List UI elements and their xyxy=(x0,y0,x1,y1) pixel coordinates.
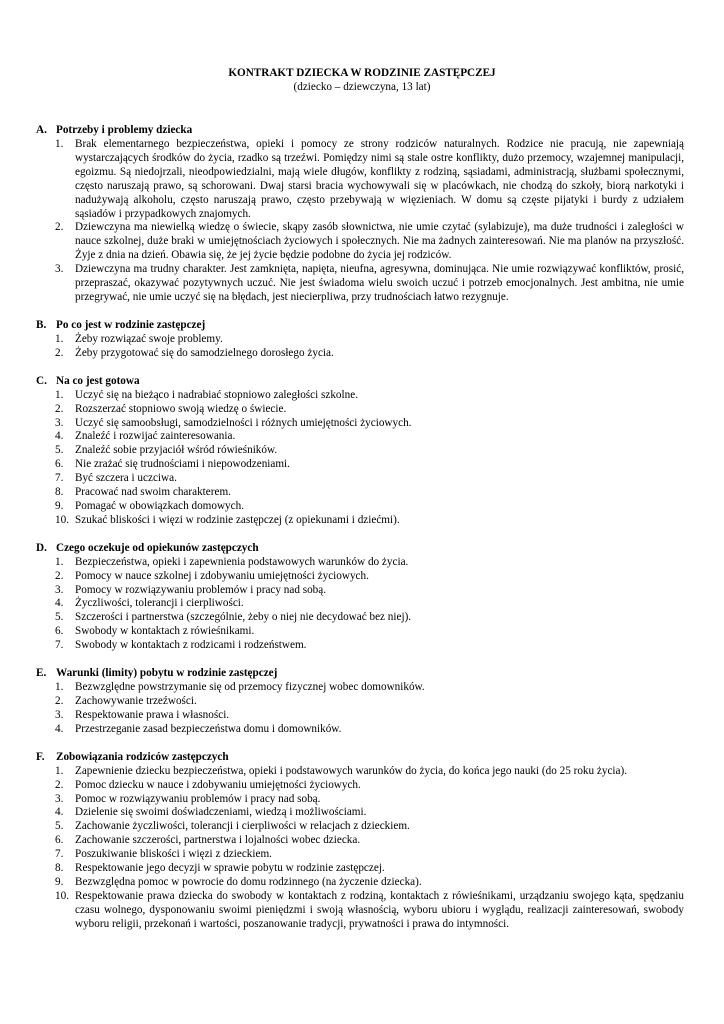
list-item xyxy=(36,403,684,417)
list-item xyxy=(36,570,684,584)
list-item-number: 1. xyxy=(55,332,64,345)
list-item-number: 6. xyxy=(55,625,64,638)
list-item-text: Pomoc w rozwiązywaniu problemów i pracy nad sobą. xyxy=(75,792,321,805)
list-item-number: 4. xyxy=(55,430,64,443)
list-item-number: 1. xyxy=(55,388,64,401)
list-item xyxy=(36,681,684,695)
list-item xyxy=(36,806,684,820)
section-title: Na co jest gotowa xyxy=(56,374,140,387)
list-item-number: 7. xyxy=(55,848,64,861)
list-item xyxy=(36,862,684,876)
section-heading xyxy=(36,319,684,333)
list-item-number: 1. xyxy=(55,138,64,150)
list-item xyxy=(36,834,684,848)
list-item xyxy=(36,848,684,862)
list-item-number: 10. xyxy=(55,889,69,902)
list-item-number: 2. xyxy=(55,346,64,359)
section-heading xyxy=(36,667,684,681)
list-item xyxy=(36,514,684,528)
section-list xyxy=(36,389,684,528)
list-item xyxy=(36,430,684,444)
section-d xyxy=(36,542,684,653)
list-item-text: Poszukiwanie bliskości i więzi z dzieckiem. xyxy=(75,848,272,861)
list-item-text: Znaleźć sobie przyjaciół wśród rówieśników. xyxy=(75,444,278,457)
list-item-text: Pomocy w rozwiązywaniu problemów i pracy nad sobą. xyxy=(75,583,327,596)
section-title: Potrzeby i problemy dziecka xyxy=(56,124,193,136)
list-item-number: 9. xyxy=(55,499,64,512)
list-item xyxy=(36,793,684,807)
list-item-number: 3. xyxy=(55,792,64,805)
list-item xyxy=(36,500,684,514)
list-item-text: Swobody w kontaktach z rówieśnikami. xyxy=(75,625,255,638)
list-item xyxy=(36,695,684,709)
list-item-text: Życzliwości, tolerancji i cierpliwości. xyxy=(75,597,244,610)
section-b xyxy=(36,319,684,361)
list-item-text: Dzielenie się swoimi doświadczeniami, wiedzą i możliwościami. xyxy=(75,806,367,819)
section-heading xyxy=(36,375,684,389)
list-item xyxy=(36,779,684,793)
list-item-number: 2. xyxy=(55,778,64,791)
list-item-text: Dziewczyna ma niewielką wiedzę o świecie, skąpy zasób słownictwa, nie umie czytać (sylabizuje), ma duże trudności i zaległości w nauce szkolnej, duże braki w umiejętnościach życiowych i społecznych. Nie ma żadnych zainteresowań. Nie ma planów na przyszłość. Żyje z dnia na dzień. Obawia się, że jej życie będzie podobne do życia jej rodziców. xyxy=(75,221,684,262)
section-title: Po co jest w rodzinie zastępczej xyxy=(56,318,206,331)
document-body xyxy=(36,124,684,946)
list-item-text: Szukać bliskości i więzi w rodzinie zastępczej (z opiekunami i dziećmi). xyxy=(75,513,400,526)
list-item-text: Zachowanie życzliwości, tolerancji i cierpliwości w relacjach z dzieckiem. xyxy=(75,820,410,833)
list-item xyxy=(36,138,684,221)
list-item-text: Swobody w kontaktach z rodzicami i rodzeństwem. xyxy=(75,639,307,652)
list-item-number: 10. xyxy=(55,513,69,526)
list-item-text: Rozszerzać stopniowo swoją wiedzę o świecie. xyxy=(75,402,287,415)
list-item-number: 1. xyxy=(55,764,64,777)
section-list xyxy=(36,333,684,361)
list-item-number: 4. xyxy=(55,722,64,735)
list-item-number: 6. xyxy=(55,458,64,471)
list-item-text: Pracować nad swoim charakterem. xyxy=(75,486,231,499)
list-item-text: Dziewczyna ma trudny charakter. Jest zamknięta, napięta, nieufna, agresywna, dominująca. Nie umie rozwiązywać konfliktów, prosić, przepraszać, okazywać pozytywnych uczuć. Nie jest świadoma wielu swoich uczuć i potrzeb emocjonalnych. Jest ambitna, nie umie przegrywać, nie umie uczyć się na błędach, jest niecierpliwa, przy trudnościach łatwo rezygnuje. xyxy=(75,263,684,303)
document-title: KONTRAKT DZIECKA W RODZINIE ZASTĘPCZEJ xyxy=(228,67,496,79)
list-item xyxy=(36,820,684,834)
section-title: Warunki (limity) pobytu w rodzinie zastępczej xyxy=(56,667,278,680)
section-list xyxy=(36,138,684,305)
section-letter: B. xyxy=(36,318,47,331)
section-title: Czego oczekuje od opiekunów zastępczych xyxy=(56,541,259,554)
list-item xyxy=(36,221,684,263)
section-a xyxy=(36,124,684,305)
list-item-text: Żeby rozwiązać swoje problemy. xyxy=(75,332,223,345)
list-item-number: 2. xyxy=(55,569,64,582)
list-item xyxy=(36,347,684,361)
section-letter: A. xyxy=(36,124,47,136)
list-item-text: Zachowywanie trzeźwości. xyxy=(75,695,197,707)
list-item-number: 7. xyxy=(55,639,64,652)
list-item-number: 2. xyxy=(55,695,64,707)
list-item-text: Brak elementarnego bezpieczeństwa, opieki i pomocy ze strony rodziców naturalnych. Rodzice nie pracują, nie zapewniają wystarczających środków do życia, rzadko są trzeźwi. Pomiędzy nimi są stale ostre konflikty, dużo przemocy, wzajemnej manipulacji, egoizmu. Są niedojrzali, nieodpowiedzialni, mają wiele długów, konflikty z rodziną, sąsiadami, administracją, służbami społecznymi, często naruszają prawo, są schorowani. Dwaj starsi bracia wychowywali się w placówkach, nie chodzą do szkoły, biorą narkotyki i nadużywają alkoholu, często naruszają prawo, często przebywają w więzieniach. W domu są częste pijatyki i burdy z udziałem sąsiadów i przypadkowych znajomych. xyxy=(75,138,684,220)
section-list xyxy=(36,765,684,932)
list-item-text: Respektowanie prawa i własności. xyxy=(75,708,230,721)
section-letter: F. xyxy=(36,750,45,763)
list-item-text: Respektowanie prawa dziecka do swobody w kontaktach z rodziną, kontaktach z rówieśnikami, urządzaniu swojego kąta, spędzaniu czasu wolnego, dysponowaniu swoimi pieniędzmi i swoją własnością, wyboru ubioru i wyglądu, realizacji zainteresowań, swobody wyboru religii, przekonań i wartości, poszanowanie tradycji, prywatności i prawa do intymności. xyxy=(75,889,684,930)
list-item-number: 9. xyxy=(55,875,64,888)
list-item-number: 7. xyxy=(55,472,64,485)
list-item-number: 3. xyxy=(55,416,64,429)
list-item-text: Bezwzględne powstrzymanie się od przemocy fizycznej wobec domowników. xyxy=(75,681,425,694)
list-item-number: 8. xyxy=(55,862,64,875)
list-item xyxy=(36,625,684,639)
list-item-text: Nie zrażać się trudnościami i niepowodzeniami. xyxy=(75,458,290,471)
section-letter: C. xyxy=(36,374,47,387)
list-item-text: Żeby przygotować się do samodzielnego dorosłego życia. xyxy=(75,346,334,359)
list-item-number: 5. xyxy=(55,611,64,624)
list-item-number: 1. xyxy=(55,555,64,568)
list-item-number: 3. xyxy=(55,583,64,596)
list-item xyxy=(36,584,684,598)
section-e xyxy=(36,667,684,737)
list-item-text: Bezpieczeństwa, opieki i zapewnienia podstawowych warunków do życia. xyxy=(75,555,409,568)
list-item xyxy=(36,263,684,305)
list-item-number: 3. xyxy=(55,263,64,276)
list-item xyxy=(36,556,684,570)
list-item-number: 5. xyxy=(55,444,64,457)
list-item-text: Być szczera i uczciwa. xyxy=(75,472,177,485)
list-item-text: Pomocy w nauce szkolnej i zdobywaniu umiejętności życiowych. xyxy=(75,569,369,582)
section-heading xyxy=(36,542,684,556)
list-item xyxy=(36,486,684,500)
section-title: Zobowiązania rodziców zastępczych xyxy=(56,750,229,763)
list-item xyxy=(36,417,684,431)
list-item xyxy=(36,389,684,403)
section-heading xyxy=(36,124,684,138)
list-item-number: 4. xyxy=(55,806,64,819)
list-item-number: 8. xyxy=(55,486,64,499)
list-item xyxy=(36,639,684,653)
section-list xyxy=(36,556,684,653)
list-item-text: Respektowanie jego decyzji w sprawie pobytu w rodzinie zastępczej. xyxy=(75,862,385,875)
list-item-number: 6. xyxy=(55,834,64,847)
list-item xyxy=(36,472,684,486)
list-item-text: Przestrzeganie zasad bezpieczeństwa domu i domowników. xyxy=(75,722,342,735)
list-item xyxy=(36,723,684,737)
list-item-number: 5. xyxy=(55,820,64,833)
list-item xyxy=(36,709,684,723)
list-item xyxy=(36,890,684,932)
list-item xyxy=(36,876,684,890)
list-item-number: 4. xyxy=(55,597,64,610)
list-item xyxy=(36,333,684,347)
section-heading xyxy=(36,751,684,765)
list-item-number: 2. xyxy=(55,402,64,415)
section-letter: D. xyxy=(36,541,47,554)
list-item-text: Zapewnienie dziecku bezpieczeństwa, opieki i podstawowych warunków do życia, do końca jego nauki (do 25 roku życia). xyxy=(75,764,628,777)
section-f xyxy=(36,751,684,932)
list-item-number: 3. xyxy=(55,708,64,721)
list-item xyxy=(36,444,684,458)
list-item xyxy=(36,597,684,611)
section-c xyxy=(36,375,684,528)
list-item-number: 2. xyxy=(55,221,64,234)
section-list xyxy=(36,681,684,737)
list-item xyxy=(36,611,684,625)
list-item-text: Znaleźć i rozwijać zainteresowania. xyxy=(75,430,236,443)
section-letter: E. xyxy=(36,667,47,680)
list-item-text: Bezwzględna pomoc w powrocie do domu rodzinnego (na życzenie dziecka). xyxy=(75,875,422,888)
list-item-text: Uczyć się samoobsługi, samodzielności i różnych umiejętności życiowych. xyxy=(75,416,412,429)
list-item-text: Uczyć się na bieżąco i nadrabiać stopniowo zaległości szkolne. xyxy=(75,388,358,401)
list-item-text: Pomoc dziecku w nauce i zdobywaniu umiejętności życiowych. xyxy=(75,778,361,791)
document-subtitle: (dziecko – dziewczyna, 13 lat) xyxy=(293,81,431,93)
list-item-text: Zachowanie szczerości, partnerstwa i lojalności wobec dziecka. xyxy=(75,834,361,847)
list-item-text: Szczerości i partnerstwa (szczególnie, żeby o niej nie decydować bez niej). xyxy=(75,611,412,624)
list-item-number: 1. xyxy=(55,681,64,694)
list-item xyxy=(36,458,684,472)
list-item-text: Pomagać w obowiązkach domowych. xyxy=(75,499,245,512)
list-item xyxy=(36,765,684,779)
